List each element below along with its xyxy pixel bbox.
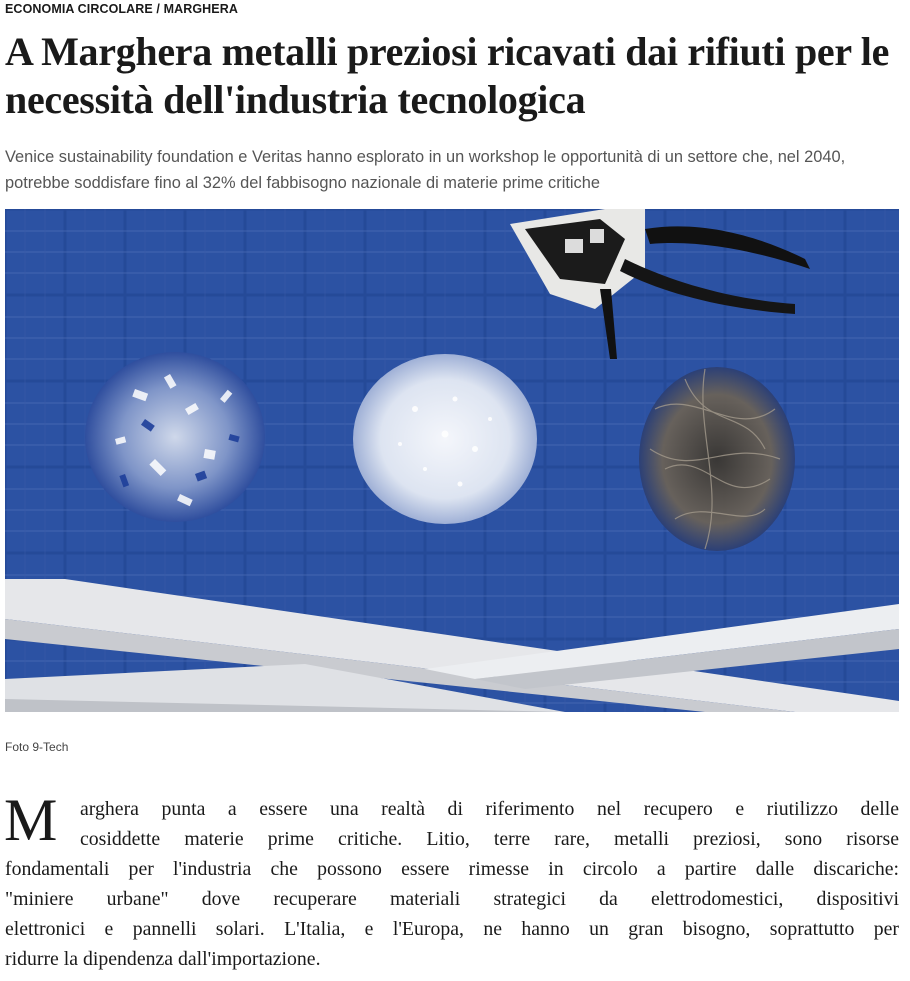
section-kicker[interactable]: ECONOMIA CIRCOLARE / MARGHERA (5, 2, 238, 16)
body-line: cosiddette materie prime critiche. Litio, terre rare, metalli preziosi, sono risorse (80, 828, 899, 850)
photo-credit: Foto 9-Tech (5, 740, 69, 754)
body-line: "miniere urbane" dove recuperare materiali strategici da elettrodomestici, dispositivi (5, 888, 899, 910)
drop-cap: M (4, 787, 58, 853)
body-line: fondamentali per l'industria che possono essere rimesse in circolo a partire dalle discariche: (5, 858, 899, 880)
body-line: arghera punta a essere una realtà di riferimento nel recupero e riutilizzo delle (80, 798, 899, 820)
article-body (5, 794, 899, 974)
article-photo (5, 209, 899, 712)
glass-pile (353, 354, 537, 524)
article-subtitle: Venice sustainability foundation e Veritas hanno esplorato in un workshop le opportunità di un settore che, nel 2040, potrebbe soddisfare fino al 32% del fabbisogno nazionale di materie prime critiche (5, 148, 846, 192)
body-line: ridurre la dipendenza dall'importazione. (5, 948, 321, 970)
body-line: elettronici e pannelli solari. L'Italia, e l'Europa, ne hanno un gran bisogno, soprattutto per (5, 918, 899, 940)
flakes-pile (85, 352, 265, 522)
article-headline: A Marghera metalli preziosi ricavati dai rifiuti per le necessità dell'industria tecnologica (5, 29, 890, 122)
wires-pile (639, 367, 795, 551)
